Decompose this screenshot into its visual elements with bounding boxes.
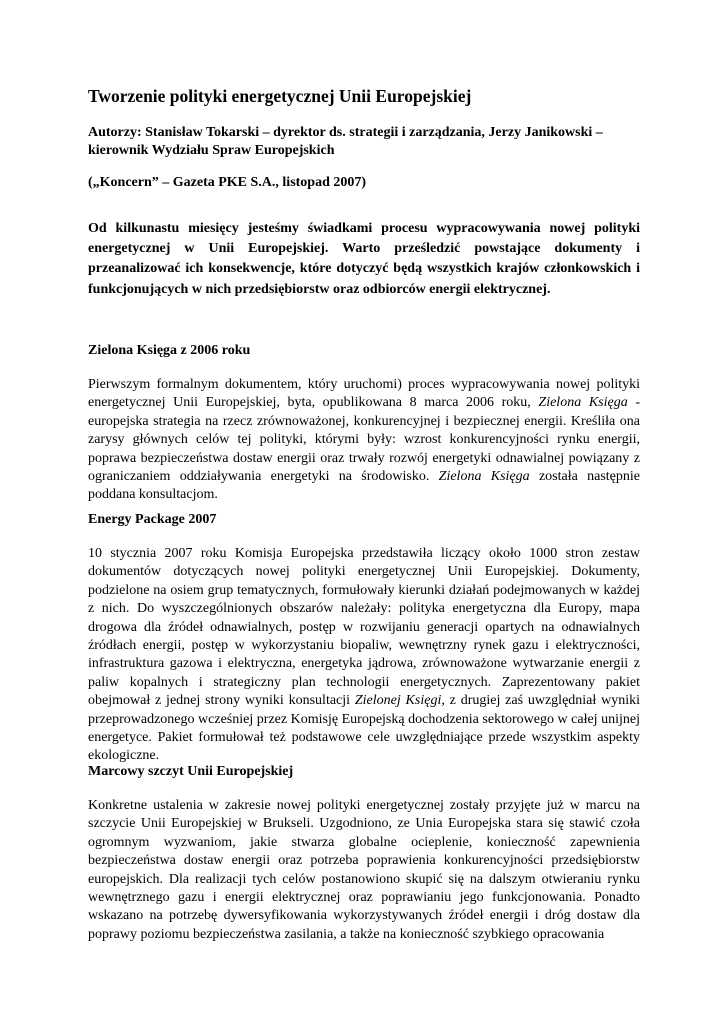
section-paragraph-zielona-ksiega xyxy=(88,376,640,505)
paragraph-text-italic: Zielona Księga xyxy=(538,395,628,411)
lead-paragraph: Od kilkunastu miesięcy jesteśmy świadkami procesu wypracowywania nowej polityki energetycznej w Unii Europejskiej. Warto prześledzić powstające dokumenty i przeanalizować ich konsekwencje, które dotyczyć będą wszystkich krajów członkowskich i funkcjonujących w nich przedsiębiorstw oraz odbiorców energii elektrycznej. xyxy=(88,221,640,297)
document-source: („Koncern” – Gazeta PKE S.A., listopad 2007) xyxy=(88,175,367,190)
paragraph-text: z drugiej zaś uwzględniał wyniki przeprowadzonego wcześniej przez Komisję Europejską dochodzenia sektorowego w całej unijnej energetyce. Pakiet formułował też podstawowe cele uwzględniające przede wszystkim aspekty ekologiczne. xyxy=(88,693,640,764)
section-heading-energy-package: Energy Package 2007 xyxy=(88,512,217,527)
paragraph-text: Konkretne ustalenia w zakresie nowej polityki energetycznej zostały przyjęte już w marcu na szczycie Unii Europejskiej w Brukseli. Uzgodniono, ze Unia Europejska stara się stawić czoła ogromnym wyzwaniom, jakie stwarza globalne ocieplenie, konieczność zapewnienia bezpieczeństwa dostaw energii oraz potrzeba poprawienia konkurencyjności przedsiębiorstw europejskich. Dla realizacji tych celów postanowiono skupić się na dalszym otwieraniu rynku wewnętrznego gazu i energii elektrycznej oraz poprawianiu jego funkcjonowania. Ponadto wskazano na potrzebę dywersyfikowania wykorzystywanych źródeł energii i dróg dostaw dla poprawy poziomu bezpieczeństwa zasilania, a także na konieczność szybkiego opracowania xyxy=(88,798,640,942)
paragraph-text-italic: Zielonej Księgi, xyxy=(354,693,445,709)
paragraph-text: 10 stycznia 2007 roku Komisja Europejska przedstawiła liczący około 1000 stron zestaw dokumentów dotyczących nowej polityki energetycznej Unii Europejskiej. Dokumenty, podzielone na osiem grup tematycznych, formułowały kierunki działań podejmowanych w każdej z nich. Do wyszczególnionych obszarów należały: polityka energetyczna dla Europy, mapa drogowa dla źródeł odnawialnych, postęp w rozwijaniu generacji opartych na odnawialnych źródłach energii, postęp w wykorzystaniu biopaliw, wewnętrzny rynek gazu i elektryczności, infrastruktura gazowa i elektryczna, energetyka jądrowa, zrównoważone wytwarzanie energii z paliw kopalnych i strategiczny plan technologii energetycznych. Zaprezentowany pakiet obejmował z jednej strony wyniki konsultacji xyxy=(88,546,640,709)
section-paragraph-marcowy-szczyt xyxy=(88,797,640,957)
section-heading-zielona-ksiega: Zielona Księga z 2006 roku xyxy=(88,343,251,358)
paragraph-text: została następnie poddana konsultacjom. xyxy=(88,469,641,503)
document-authors: Autorzy: Stanisław Tokarski – dyrektor ds. strategii i zarządzania, Jerzy Janikowski – kierownik Wydziału Spraw Europejskich xyxy=(88,125,603,158)
section-heading-marcowy-szczyt: Marcowy szczyt Unii Europejskiej xyxy=(88,764,294,779)
paragraph-text-italic: Zielona Księga xyxy=(438,469,530,485)
document-title: Tworzenie polityki energetycznej Unii Europejskiej xyxy=(88,86,472,106)
paragraph-text: Pierwszym formalnym dokumentem, który uruchomi) proces wypracowywania nowej polityki energetycznej Unii Europejskiej, byta, opublikowana 8 marca 2006 roku, xyxy=(88,377,640,411)
paragraph-text: - europejska strategia na rzecz zrównoważonej, konkurencyjnej i bezpiecznej energii. Kreśliła ona zarysy głównych celów tej polityki, którymi były: wzrost konkurencyjności rynku energii, poprawa bezpieczeństwa dostaw energii oraz trwały rozwój energetyki odnawialnej powiązany z ograniczaniem oddziaływania energetyki na środowisko. xyxy=(88,395,640,485)
section-paragraph-energy-package xyxy=(88,545,640,766)
